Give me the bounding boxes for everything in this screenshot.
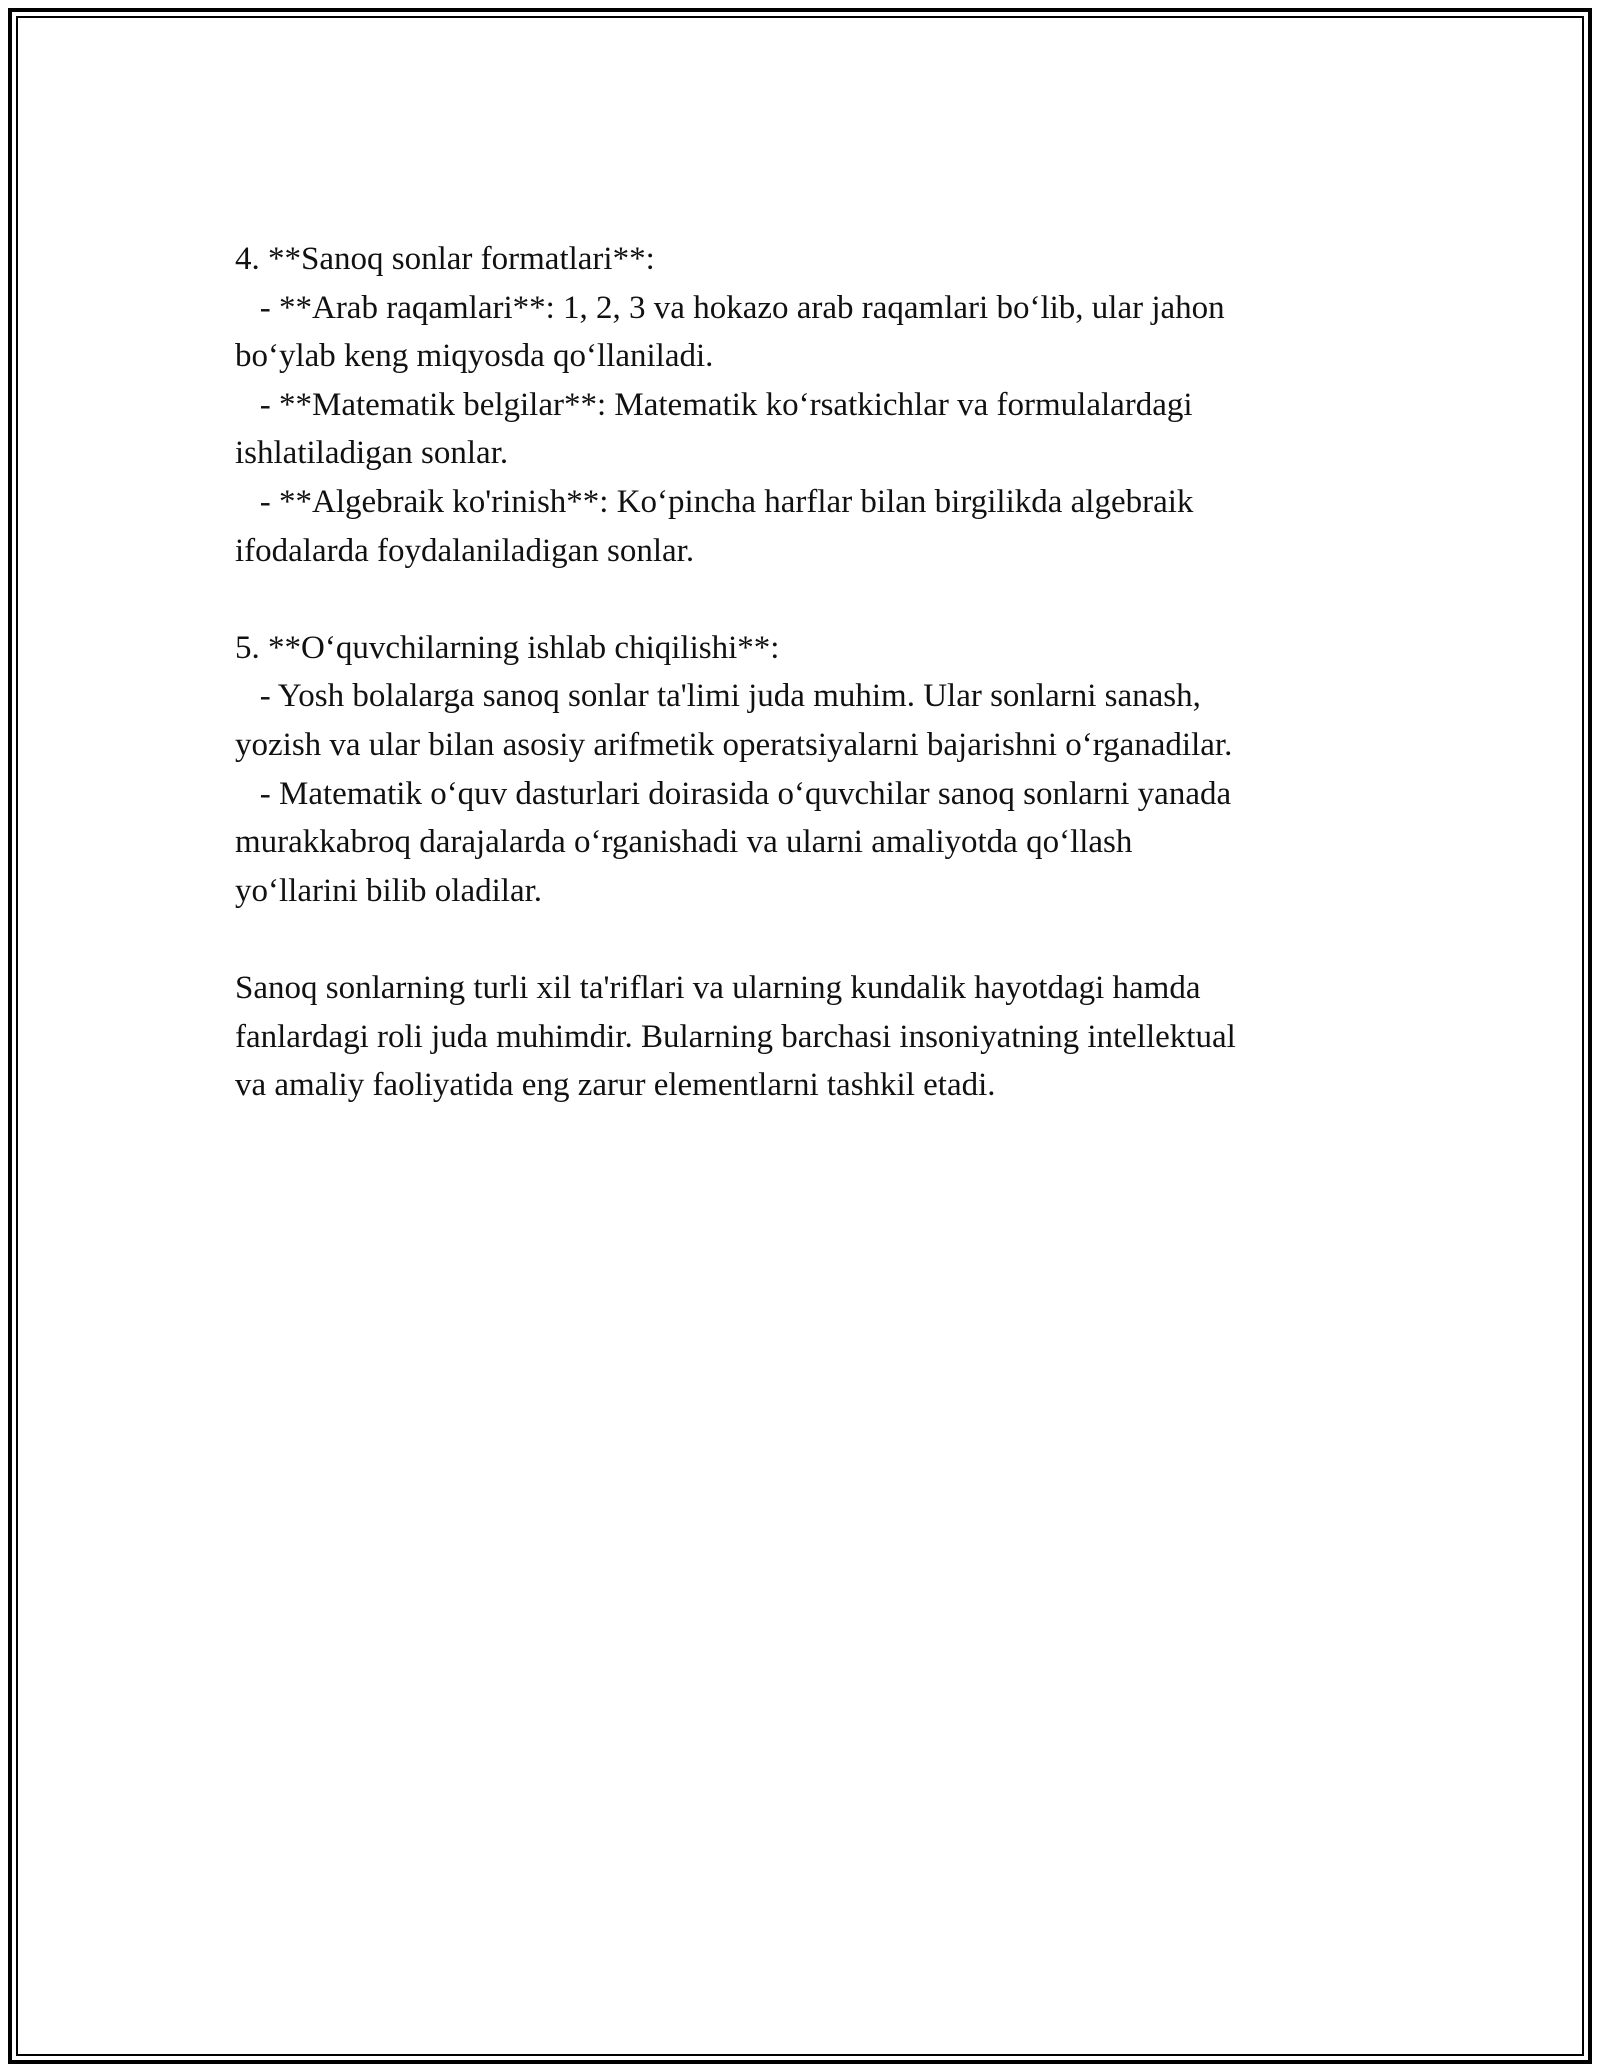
text-line: - **Algebraik ko'rinish**: Ko‘pincha harflar bilan birgilikda algebraik — [235, 483, 1194, 520]
paragraph-spacer — [235, 575, 1375, 624]
text-line: bo‘ylab keng miqyosda qo‘llaniladi. — [235, 338, 714, 375]
text-line: - Yosh bolalarga sanoq sonlar ta'limi juda muhim. Ular sonlarni sanash, — [235, 678, 1201, 715]
text-line: Sanoq sonlarning turli xil ta'riflari va ularning kundalik hayotdagi hamda — [235, 969, 1201, 1006]
section-student-development — [235, 624, 1375, 916]
section-heading: 5. **O‘quvchilarning ishlab chiqilishi**: — [235, 629, 780, 666]
text-line: ishlatiladigan sonlar. — [235, 435, 509, 472]
section-heading: 4. **Sanoq sonlar formatlari**: — [235, 241, 655, 277]
text-line: - Matematik o‘quv dasturlari doirasida o‘quvchilar sanoq sonlarni yanada — [235, 775, 1232, 812]
text-line: va amaliy faoliyatida eng zarur elementlarni tashkil etadi. — [235, 1067, 996, 1104]
text-line: fanlardagi roli juda muhimdir. Bularning barchasi insoniyatning intellektual — [235, 1018, 1236, 1055]
conclusion-paragraph — [235, 964, 1375, 1110]
paragraph-spacer — [235, 915, 1375, 964]
document-body — [235, 235, 1375, 1110]
text-line: yo‘llarini bilib oladilar. — [235, 872, 543, 909]
text-line: - **Matematik belgilar**: Matematik ko‘rsatkichlar va formulalardagi — [235, 386, 1193, 423]
text-line: murakkabroq darajalarda o‘rganishadi va ularni amaliyotda qo‘llash — [235, 824, 1133, 861]
text-line: yozish va ular bilan asosiy arifmetik operatsiyalarni bajarishni o‘rganadilar. — [235, 726, 1233, 763]
text-line: ifodalarda foydalaniladigan sonlar. — [235, 532, 695, 569]
section-number-formats — [235, 235, 1375, 575]
text-line: - **Arab raqamlari**: 1, 2, 3 va hokazo arab raqamlari bo‘lib, ular jahon — [235, 289, 1225, 326]
